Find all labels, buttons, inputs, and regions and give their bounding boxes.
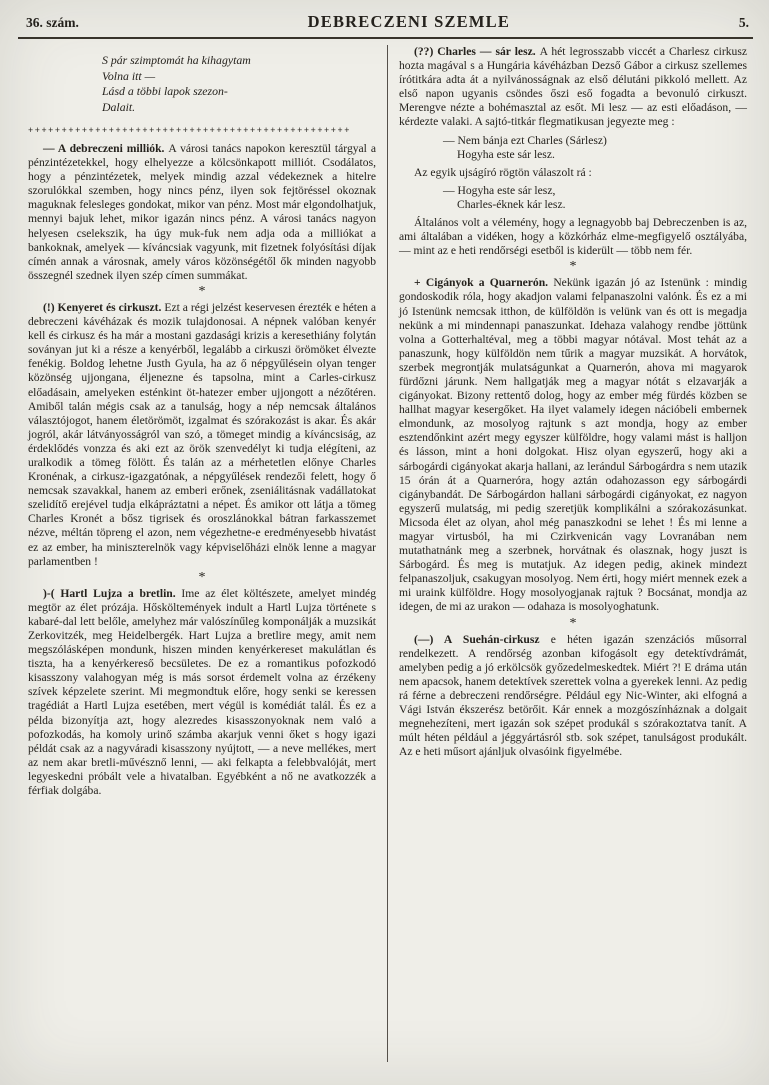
left-column [28,45,387,1078]
article-paragraph: Az egyik ujságíró rögtön válaszolt rá : [414,165,592,179]
issue-number: 36. szám. [26,15,79,30]
article-lead: (—) A Suehán-cirkusz [414,632,551,646]
right-articles [399,45,747,759]
article-paragraph: (??) Charles — sár lesz. A hét legrosszabb viccét a Charlesz cirkusz hozta magával s a Hungária kávéházban Dezső Gábor a cirkusz szellemes írótitkára adta át a nyilvánosságnak az első délutáni pikkoló mellett. Az első napon ugyanis csöndes őszi eső fogadta a bevonuló cirkuszt. Merengve nézte a bohémasztal az esőt. Mi lesz — az esti előadáson, — kérdezte valaki. A sajtó-titkár flegmatikusan jegyezte meg : [399,45,747,129]
article [28,587,376,798]
article-lead: (??) Charles — sár lesz. [414,45,540,58]
quote-line: Hogyha este sár lesz. [457,147,555,161]
article-paragraph: )-( Hartl Lujza a bretlin. Ime az élet költészete, amelyet mindég megtör az élet prózája. Hősköltemények indult a Hartl Lujza története s kabaré-dal lett belőle, amelyhez már valószínűleg komponálják a muzsikát Zerkovitzék, meg Heidelbergék. Hart Lujza a bretlire megy, amit nem megszólásképen mondunk, hiszen minden kenyérkereset makulátlan és tiszta, ha a kenyérkereső becsületes. De ez a romantikus pofozkodó kisasszony valahogyan még is más sorsot érdemelt volna az érzékeny szívek képzelete szerint. Mi megmondtuk előre, hogy senki se keressen tragédiát a Hartl Lujza esetében, mert végül is komédiát talál. És ez a példa bizonyítja azt, hogy alezredes kisasszonyoknak nem való a pofozkodás, ha komoly urinő számba akarjuk venni őket s hogy igazi példát csak az a nagyváradi kisasszony nyújtott, — a neve mellékes, mert az nem akar bretli-művésznő lenni, — aki felkapta a felebbvalóját, mert legyeskedni próbált vele a hivatalban. Egyébként a nő ne avatkozzék a férfiak dolgába. [28,586,376,798]
quote-block [443,184,747,212]
epigraph-line: Volna itt — [102,68,156,83]
article-lead: — A debreczeni milliók. [43,142,169,155]
article [399,45,747,258]
star-separator: * [569,615,577,631]
epigraph [102,53,376,115]
epigraph-line: Lásd a többi lapok szezon- [102,84,228,98]
article-lead: )-( Hartl Lujza a bretlin. [43,586,182,600]
article [28,301,376,569]
epigraph-line: Dalait. [102,99,136,114]
star-separator: * [198,283,206,299]
article-paragraph: + Cigányok a Quarnerón. Nekünk igazán jó az Istenünk : mindig gondoskodik róla, hogy akadjon valami felpanaszolni valónk. És ez a mi jó Istenünk nemcsak itthon, de külföldön is velünk van és ott is megadja nekünk a mi mindennapi panaszunkat. Idehaza valahogy rendbe jöttünk volna a Gotterhaltéval, meg a többi magyar nótával. Most tehát az a panaszunk, hogy külföldön nem tűrik a magyar muzsikát. A horvátok, szerbek megrontják mulatságunkat a Quarnerón, ahova mi magyarok fürdőzni járunk. Nem hallgatják meg a magyar nótát s elzavarják a cigányokat. Bizony rettentő dolog, hogy az ember még fürdés közben se hallhat magyar kesergőket. Ha ilyet valamely idegen nációbeli embernek elmondunk, az mosolyog rajtunk s azt mondja, hogy az ember esztendőnkint azért megy egyszer külföldre, hogy valami mást is halljon és lásson, mint a honi dolgokat. Hisz olyan egyszerű, hogy aki a sárbogárdi cigányokat akarja hallani, az lerándul Sárbogárdra s nem utazik 15 órán át a Quarneróra, hogy aztán odahozasson egy sárbogárdi cigánybandát. De Sárbogárdon hallani sárbogárdi cigányokat, ez nagyon egyszerű mulatság, mi pedig szeretjük komplikálni a szórakozásunkat. Micsoda élet az olyan, ahol még panaszkodni se lehet ! És mi lenne a magyar virtusból, ha mi Czirkvenicán vagy Lovranában nem mutathatnánk meg a szerbnek, horvátnak és olasznak, hogy juszt is Sárbogárd. És meg is mutatjuk. Az idegen pedig, akinek mindezt felpanaszoljuk, csakugyan mosolyog. Nem érti, hogy miért mennek ezek a mi uraink külföldre. Hogy mosolyogjanak rajtuk ? Bocsánat, mondja az idegen, de mi az urakon — odahaza is mosolyoghatunk. [399,276,747,614]
article-paragraph: Általános volt a vélemény, hogy a legnagyobb baj Debreczenben is az, ami általában a vidéken, hogy a közkórház elme-megfigyelő osztályába, — mint az e heti rendőrségi esetből is kiderült — több nem fér. [399,216,747,258]
cross-divider: ++++++++++++++++++++++++++++++++++++++++++++++++ [28,125,351,135]
article-lead: + Cigányok a Quarnerón. [414,276,554,290]
article [399,276,747,614]
quote-line: Charles-éknek kár lesz. [457,197,566,211]
newspaper-title: DEBRECZENI SZEMLE [307,12,511,31]
article-paragraph: — A debreczeni milliók. A városi tanács napokon keresztül tárgyal a pénzintézetekkel, hogy elhelyezze a kölcsönkapott milliót. Csodálatos, hogy a pénzintézetek, melyek mindig azzal védekeznek a hitelre szorulókkal szemben, hogy nincs pénz, ilyen sok fejtöréssel okoznak maguknak felesleges gondokat, mikor van pénz. Most már elgondolhatjuk, mennyi bajuk lehet, mikor igazán nincs pénz. A városi tanács nagyon helyesen cselekszik, ha úgy muk-fuk nem adja oda a milliókat a bankoknak, amelyek — kíváncsiak vagyunk, mit fizetnek folyósítási díjak címén annak a városnak, amely város közönségétől ők minden nagyobb összegnél szednek ilyen szép címen summákat. [28,142,376,282]
article [28,142,376,283]
page-number: 5. [738,15,749,30]
article-lead: (!) Kenyeret és cirkuszt. [43,300,165,314]
page-header [0,0,769,35]
star-separator: * [198,569,206,585]
columns [0,39,769,1078]
quote-line: — Nem bánja ezt Charles (Sárlesz) [443,133,607,147]
right-column [388,45,747,1078]
article-paragraph: (!) Kenyeret és cirkuszt. Ezt a régi jelzést keservesen érezték e héten a debreczeni kávéházak és mozik tulajdonosai. A népnek valóban kenyér kell és cirkusz és ha már a mostani gazdasági krizis a keresethiány folytán soványan jut ki a része a kenyérből, legalább a cirkuszi örömöket élvezte fenékig. Boldog lehetne Justh Gyula, ha az ő népgyűlésein olyan tenger közönség ujjongana, éljenezne és tapsolna, mint a Carles-cirkusz előadásain, amelyeken esténkint öt-hatezer ember ujjongott a nézőtéren. Amiből talán mégis csak az a tanulság, hogy a nép nemcsak általános választójogot, hanem életörömöt, izgalmat és szórakozást is akar. És akár jogról, akár látványosságról van szó, a tömeget mindig a kíváncsiság, az érdeklődés vonzza és aki ezt az örök szenvedélyt ki tudja elégíteni, az uralkodik a tömeg fölött. És talán az a mérhetetlen előnye Charles Kronénak, a cirkusz-igazgatónak, a népgyűlések rendezői felett, hogy ő nemcsak szavakkal, hanem az emberi erőnek, zseniálitásnak vadállatokat szelidítő erejével tudja elkápráztatni a népet. És amikor ott látja a tömeg Charles Kronét a bősz tigrisek és oroszlánokkal bátran farkasszemet nézve, méltán töpreng el azon, nem végezhetne-e eredményesebb hivatást ez az ember, ha miniszterelnök vagy képviselőházi elnök lenne a magyar parlamentben ! [28,300,376,568]
left-articles [28,142,376,798]
article [399,633,747,760]
quote-block [443,134,747,162]
article-paragraph: (—) A Suehán-cirkusz e héten igazán szenzációs műsorral rendelkezett. A rendőrség azonban kifogásolt egy detektívdrámát, amelyben pedig a jó erkölcsök győzedelmeskedtek. Miért ?! E dráma után nem apacsok, hanem detektívek szerettek volna a gyerekek lenni. Az pedig rá férne a debreczeni rendőrségre. Például egy Nic-Winter, aki elfogná a Vági István ékszerész betörőit. Kár ennek a mozgószínháznak a dolgait megnehezíteni, mert igazán sok szépet produkál s szórakoztatva tanít. A múlt héten például a jéggyártásról stb. sok szépet, tanulságost produkált. Az e heti műsort ajánljuk olvasóink figyelmébe. [399,632,747,759]
epigraph-line: S pár szimptomát ha kihagytam [102,53,251,67]
quote-line: — Hogyha este sár lesz, [443,183,556,197]
star-separator: * [569,259,577,275]
